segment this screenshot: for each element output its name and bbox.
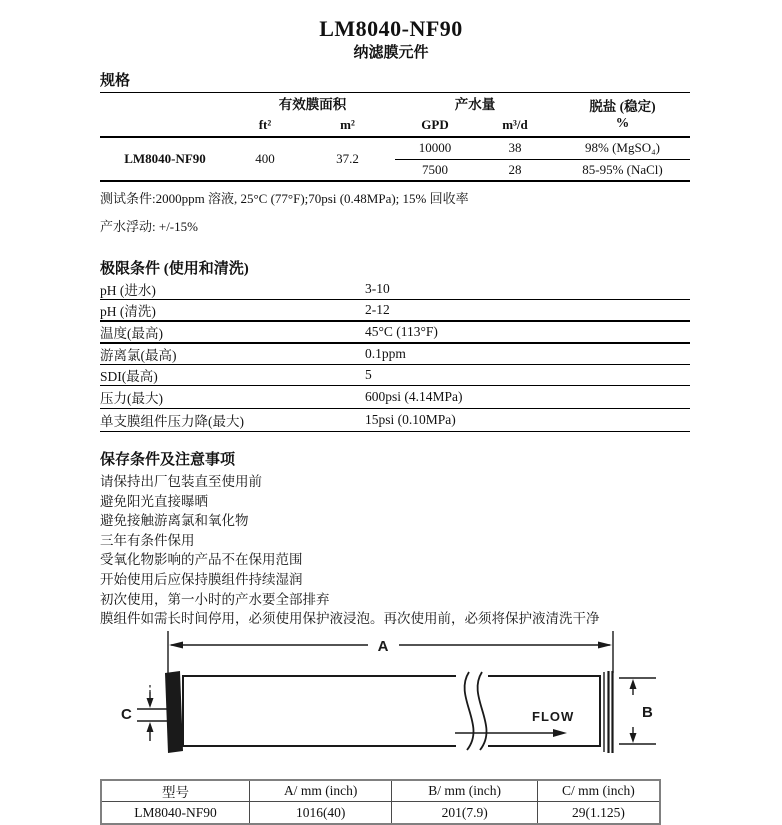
limits-table	[100, 279, 690, 432]
limit-row	[100, 365, 690, 386]
spec-col-gpd: GPD	[395, 113, 475, 137]
storage-line: 开始使用后应保持膜组件持续湿润	[100, 571, 303, 587]
dims-col-c: C/ mm (inch)	[537, 780, 660, 802]
limit-row	[100, 386, 690, 409]
arrowhead-down-icon	[630, 733, 637, 743]
storage-notes	[100, 472, 690, 629]
limit-row	[100, 279, 690, 300]
dims-c-value: 29(1.125)	[537, 802, 660, 824]
dims-col-b: B/ mm (inch)	[392, 780, 537, 802]
dimension-a-label: A	[377, 637, 389, 655]
spec-group-rejection-label: 脱盐 (稳定)	[589, 98, 656, 114]
dims-col-a: A/ mm (inch)	[249, 780, 391, 802]
limit-label: pH (进水)	[100, 279, 365, 300]
arrowhead-left-icon	[169, 641, 183, 648]
spec-heading: 规格	[100, 73, 690, 93]
spec-rejection-value: 98% (MgSO₄)	[555, 137, 690, 159]
spec-m3d-value: 28	[508, 161, 522, 177]
spec-model: LM8040-NF90	[124, 151, 206, 166]
limit-value: 5	[365, 365, 690, 386]
spec-group-rejection-unit: %	[615, 114, 630, 130]
spec-data-row	[100, 137, 690, 159]
spec-group-rejection	[555, 93, 690, 137]
membrane-element-diagram	[105, 629, 670, 764]
spec-table	[100, 93, 690, 182]
spec-gpd-value: 10000	[395, 137, 475, 159]
storage-line: 请保持出厂包装直至使用前	[100, 474, 262, 489]
limit-value: 15psi (0.10MPa)	[365, 409, 690, 432]
arrowhead-up-icon	[630, 679, 637, 689]
dimension-a	[168, 631, 613, 673]
limit-label: pH (清洗)	[100, 300, 365, 322]
limit-label: SDI(最高)	[100, 365, 365, 386]
dimension-c-label: C	[121, 705, 132, 723]
spec-col-m2: m²	[300, 113, 395, 137]
dims-col-model: 型号	[101, 780, 249, 802]
dims-model-value: LM8040-NF90	[101, 802, 249, 824]
limit-value: 2-12	[365, 300, 690, 322]
document-header	[0, 0, 782, 62]
spec-col-ft2: ft²	[230, 113, 300, 137]
dimensions-header-row	[101, 780, 660, 802]
storage-line: 受氧化物影响的产品不在保用范围	[100, 552, 303, 568]
storage-line: 三年有条件保用	[100, 532, 195, 548]
dimension-b-label: B	[642, 703, 653, 721]
limit-row	[100, 300, 690, 322]
spec-empty-cell	[100, 93, 230, 113]
limits-heading: 极限条件 (使用和清洗)	[100, 261, 249, 277]
arrowhead-down-icon	[147, 698, 154, 708]
spec-gpd-value: 7500	[422, 161, 448, 177]
storage-line: 避免阳光直接曝晒	[100, 493, 208, 509]
limit-row	[100, 409, 690, 432]
limit-row	[100, 343, 690, 365]
dimensions-data-row	[101, 802, 660, 824]
spec-m3d-value: 38	[475, 137, 555, 159]
left-end-cap	[165, 671, 183, 753]
dims-b-value: 201(7.9)	[392, 802, 537, 824]
limit-label: 压力(最大)	[100, 386, 365, 409]
spec-col-m3d: m³/d	[475, 113, 555, 137]
limit-value: 0.1ppm	[365, 343, 690, 365]
page-subtitle: 纳滤膜元件	[353, 45, 429, 61]
storage-line: 膜组件如需长时间停用，必须使用保护液浸泡。再次使用前，必须将保护液清洗干净	[100, 611, 600, 627]
spec-group-flow: 产水量	[454, 97, 496, 112]
page-title: LM8040-NF90	[319, 16, 463, 41]
limit-value: 45°C (113°F)	[365, 321, 690, 343]
document-body	[100, 73, 690, 825]
limit-label: 温度(最高)	[100, 321, 365, 343]
dimensions-table	[100, 779, 661, 825]
storage-line: 避免接触游离氯和氧化物	[100, 513, 249, 529]
dimension-c	[137, 685, 167, 741]
limit-label: 游离氯(最高)	[100, 343, 365, 365]
limit-value: 600psi (4.14MPa)	[365, 386, 690, 409]
spec-group-header-row	[100, 93, 690, 113]
spec-area-ft2: 400	[255, 151, 275, 166]
spec-area-m2: 37.2	[336, 151, 359, 166]
spec-empty-cell	[100, 113, 230, 137]
dims-a-value: 1016(40)	[249, 802, 391, 824]
storage-heading: 保存条件及注意事项	[100, 452, 236, 468]
flux-variation-note: 产水浮动: +/-15%	[100, 219, 198, 234]
limit-value: 3-10	[365, 279, 690, 300]
storage-line: 初次使用，第一小时的产水要全部排弃	[100, 591, 330, 607]
limit-label: 单支膜组件压力降(最大)	[100, 409, 365, 432]
arrowhead-right-icon	[598, 641, 612, 648]
spec-group-area: 有效膜面积	[278, 97, 347, 112]
test-conditions-note: 测试条件:2000ppm 溶液, 25°C (77°F);70psi (0.48MPa); 15% 回收率	[100, 191, 469, 206]
arrowhead-up-icon	[147, 722, 154, 732]
limit-row	[100, 321, 690, 343]
flow-label: FLOW	[532, 708, 575, 724]
spec-rejection-value: 85-95% (NaCl)	[582, 161, 663, 177]
